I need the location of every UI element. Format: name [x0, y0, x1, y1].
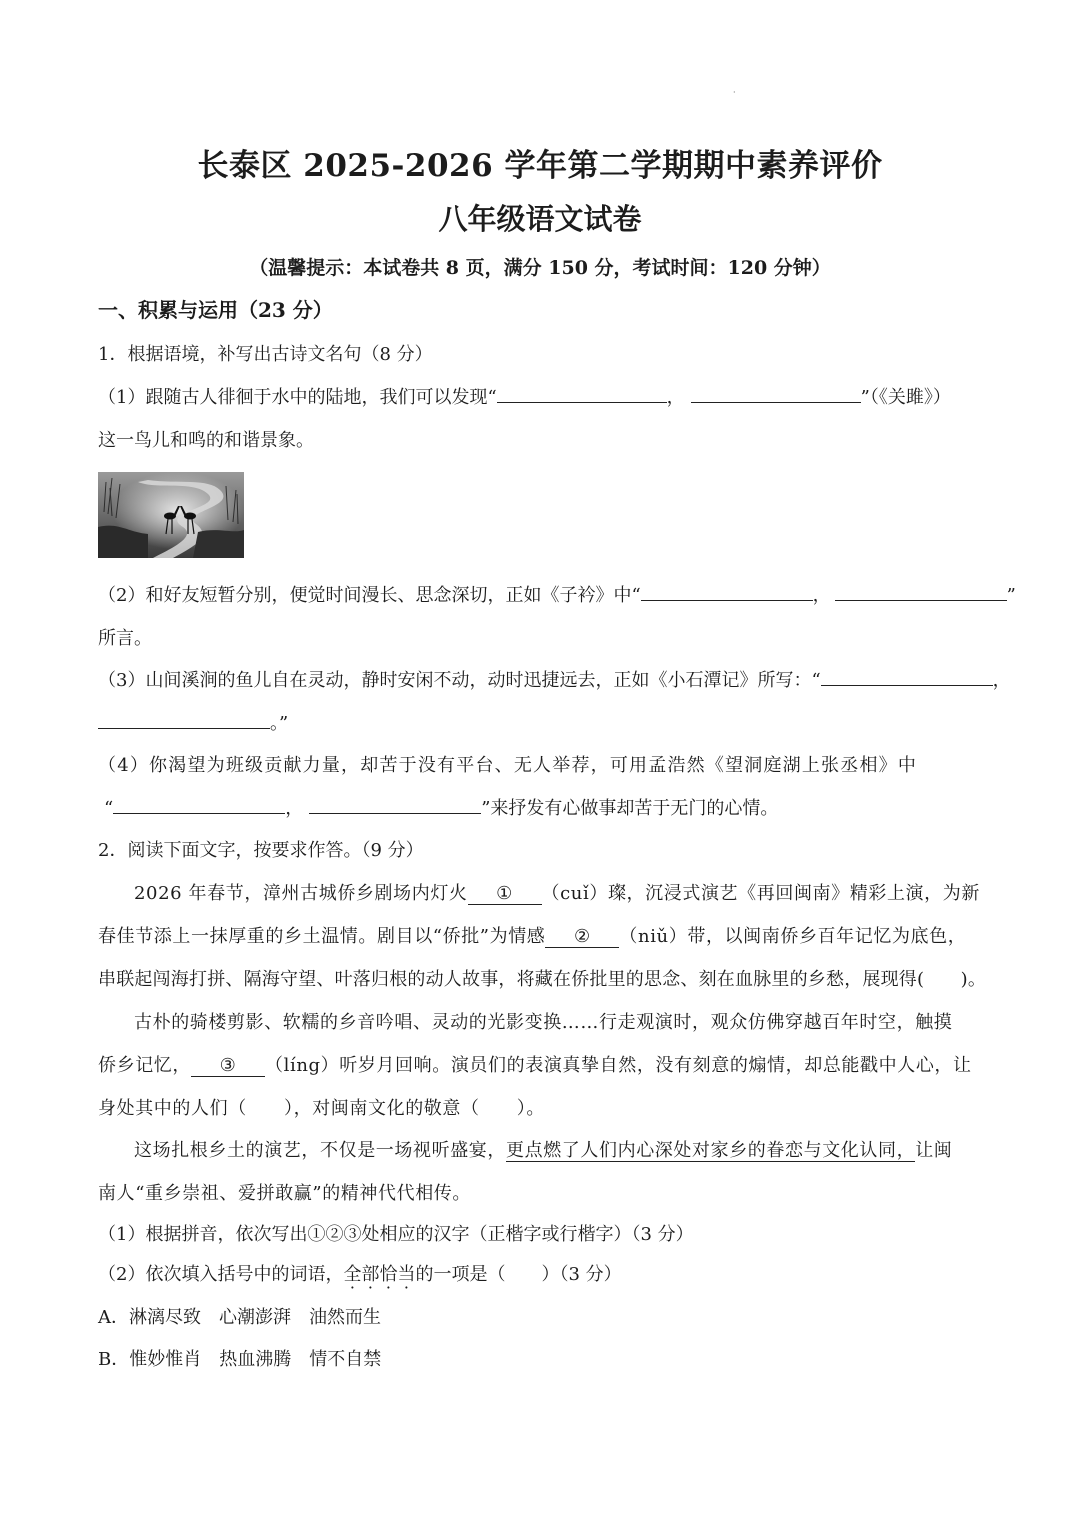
emphasis-char: 恰: [379, 1264, 398, 1285]
passage-para2-line2: [98, 1051, 972, 1077]
scan-mark: ·: [733, 88, 736, 97]
q1-part3-text-a: （3）山间溪涧的鱼儿自在灵动，静时安闲不动，动时迅捷远去，正如《小石潭记》所写：“: [98, 670, 821, 691]
q1-part4-text-c: ”来抒发有心做事却苦于无门的心情。: [481, 798, 779, 819]
q1-part3-line1: [98, 666, 1011, 692]
section-heading: 一、积累与运用（23 分）: [98, 298, 333, 322]
passage-para2-line1: 古朴的骑楼剪影、软糯的乡音吟唱、灵动的光影变换……行走观演时，观众仿佛穿越百年时空，触摸: [134, 1012, 953, 1033]
q1-part4-line2: [104, 794, 778, 820]
exam-title: 长泰区 2025-2026 学年第二学期期中素养评价: [197, 148, 883, 184]
q2-sub2: [98, 1260, 622, 1286]
passage-para3-line2: 南人“重乡崇祖、爱拼敢赢”的精神代代相传。: [98, 1183, 472, 1204]
passage-para2-line3: 身处其中的人们（ ），对闽南文化的敬意（ ）。: [98, 1098, 545, 1119]
emphasis-char: 全: [343, 1264, 362, 1285]
q1-part3-text-end: 。”: [270, 713, 289, 734]
exam-subtitle: 八年级语文试卷: [438, 202, 642, 236]
underlined-sentence: 更点燃了人们内心深处对家乡的眷恋与文化认同，: [506, 1140, 916, 1161]
passage-text: 2026 年春节，漳州古城侨乡剧场内灯火: [134, 883, 468, 904]
blank-1[interactable]: ①: [468, 883, 542, 905]
q1-part1-line2: 这一鸟儿和鸣的和谐景象。: [98, 430, 314, 451]
q2-sub1: （1）根据拼音，依次写出①②③处相应的汉字（正楷字或行楷字）（3 分）: [98, 1224, 694, 1245]
q1-part2-text-a: （2）和好友短暂分别，便觉时间漫长、思念深切，正如《子衿》中“: [98, 585, 641, 606]
blank-2[interactable]: ②: [545, 926, 619, 948]
q1-part4-text-a: “: [104, 798, 114, 819]
q2-sub2-text: （2）依次填入括号中的词语，: [98, 1264, 344, 1285]
passage-text: 这场扎根乡土的演艺，不仅是一场视听盛宴，: [134, 1140, 506, 1161]
answer-blank[interactable]: [821, 667, 993, 686]
answer-blank[interactable]: [98, 710, 270, 729]
passage-para1-line2: [98, 922, 966, 948]
q1-part2-text-b: ，: [812, 585, 831, 606]
passage-text: 让闽: [915, 1140, 953, 1161]
option-a[interactable]: A．淋漓尽致 心潮澎湃 油然而生: [98, 1307, 381, 1328]
q2-stem: 2．阅读下面文字，按要求作答。（9 分）: [98, 840, 424, 861]
answer-blank[interactable]: [641, 582, 813, 601]
answer-blank[interactable]: [309, 795, 481, 814]
passage-text: （líng）听岁月回响。演员们的表演真挚自然，没有刻意的煽情，却总能戳中人心，让: [265, 1055, 972, 1076]
q1-part2-line1: [98, 581, 1016, 607]
passage-para3-line1: [134, 1136, 952, 1162]
option-b[interactable]: B．惟妙惟肖 热血沸腾 情不自禁: [98, 1349, 382, 1370]
passage-text: （cuǐ）璨，沉浸式演艺《再回闽南》精彩上演，为新: [541, 883, 980, 904]
exam-tip: （温馨提示：本试卷共 8 页，满分 150 分，考试时间：120 分钟）: [249, 257, 831, 279]
emphasis-char: 当: [397, 1264, 416, 1285]
answer-blank[interactable]: [835, 582, 1007, 601]
q1-part3-line2: [98, 709, 288, 735]
answer-blank[interactable]: [691, 384, 861, 403]
q1-part1-text-c: ”（《关雎》）: [860, 387, 951, 408]
passage-text: 春佳节添上一抹厚重的乡土温情。剧目以“侨批”为情感: [98, 926, 546, 947]
q1-part4-text-b: ，: [285, 798, 304, 819]
passage-text: （niǔ）带，以闽南侨乡百年记忆为底色，: [619, 926, 967, 947]
q1-part2-text-c: ”: [1006, 585, 1016, 606]
emphasis-char: 部: [361, 1264, 380, 1285]
q1-part4-line1: （4）你渴望为班级贡献力量，却苦于没有平台、无人举荐，可用孟浩然《望洞庭湖上张丞相》中: [98, 755, 918, 776]
answer-blank[interactable]: [113, 795, 285, 814]
answer-blank[interactable]: [497, 384, 667, 403]
q1-stem: 1．根据语境，补写出古诗文名句（8 分）: [98, 344, 433, 365]
passage-para1-line1: [134, 879, 980, 905]
q1-part1-text-a: （1）跟随古人徘徊于水中的陆地，我们可以发现“: [98, 387, 497, 408]
q1-part1-line1: [98, 383, 951, 409]
passage-para1-line3: 串联起闯海打拼、隔海守望、叶落归根的动人故事，将藏在侨批里的思念、刻在血脉里的乡愁，展现得( )。: [98, 969, 987, 990]
passage-text: 侨乡记忆，: [98, 1055, 191, 1076]
q2-sub2-text: 的一项是（ ）（3 分）: [415, 1264, 622, 1285]
q1-part2-line2: 所言。: [98, 628, 152, 649]
q1-part1-text-b: ，: [666, 387, 685, 408]
q1-part3-text-b: ，: [992, 670, 1011, 691]
egrets-by-river-image: [98, 472, 244, 558]
blank-3[interactable]: ③: [191, 1055, 265, 1077]
